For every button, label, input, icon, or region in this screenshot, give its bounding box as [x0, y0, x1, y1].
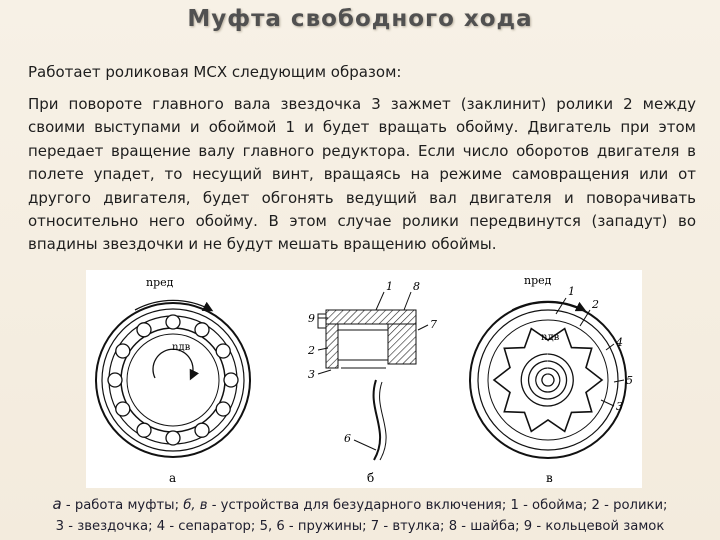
roller-a — [116, 344, 130, 358]
body-paragraph: При повороте главного вала звездочка 3 зажмет (заклинит) ролики 2 между своими выступами и обоймой 1 и будет вращать обойму. Двигатель при этом передает вращение валу главного редуктора. Если число оборотов двигателя в полете упадет, то несущий винт, вращаясь на режиме самовращения или от другого двигателя, будет обгонять ведущий вал двигателя и поворачивать относительно него обойму. В этом случае ролики передвинутся (западут) во впадины звездочки и не будут мешать вращению обоймы. — [28, 95, 696, 254]
callout-c-1: 1 — [568, 285, 575, 298]
callout-c-2: 2 — [592, 298, 599, 311]
roller-a — [195, 423, 209, 437]
callout-c-3: 3 — [616, 400, 623, 413]
callout-b-1: 1 — [386, 280, 393, 293]
callout-b-6: 6 — [344, 432, 351, 445]
diagram-panel-a — [96, 300, 250, 457]
roller-a — [116, 402, 130, 416]
caption-a-text: - работа муфты; — [61, 498, 184, 513]
diagram-panel-c — [470, 301, 626, 458]
caption-rest-1: - устройства для безударного включения; 1 - обойма; 2 - ролики; — [207, 498, 668, 513]
callout-b-7: 7 — [430, 318, 437, 331]
diagram-panel-b — [318, 292, 428, 460]
roller-a — [137, 423, 151, 437]
label-ndv-c: nдв — [541, 332, 560, 343]
roller-a — [224, 373, 238, 387]
roller-a — [137, 323, 151, 337]
label-nred-a: nред — [146, 276, 174, 289]
callout-b-3: 3 — [308, 368, 315, 381]
roller-a — [166, 431, 180, 445]
panel-letter-a: а — [169, 471, 177, 485]
roller-a — [195, 323, 209, 337]
label-nred-c: nред — [524, 274, 552, 287]
slide-title: Муфта свободного хода — [187, 6, 533, 32]
caption-line-2: 3 - звездочка; 4 - сепаратор; 5, 6 - пружины; 7 - втулка; 8 - шайба; 9 - кольцевой замок — [55, 519, 665, 534]
callout-b-8: 8 — [413, 280, 420, 293]
roller-a — [216, 344, 230, 358]
caption-letters-bv: б, в — [183, 498, 208, 513]
figure-caption — [20, 494, 700, 537]
star-wheel-c — [494, 329, 602, 432]
roller-a — [166, 315, 180, 329]
roller-a — [108, 373, 122, 387]
roller-a — [216, 402, 230, 416]
panel-letter-b: б — [367, 471, 375, 485]
clutch-figure — [86, 270, 642, 488]
callout-b-2: 2 — [308, 344, 315, 357]
label-ndv-a: nдв — [172, 342, 191, 353]
caption-line-1 — [20, 494, 700, 516]
intro-text: Работает роликовая МСХ следующим образом: — [28, 63, 402, 81]
callout-b-9: 9 — [308, 312, 315, 325]
callout-c-4: 4 — [616, 336, 623, 349]
caption-letter-a: а — [52, 495, 62, 513]
panel-letter-c: в — [546, 471, 553, 485]
callout-c-5: 5 — [626, 374, 633, 387]
